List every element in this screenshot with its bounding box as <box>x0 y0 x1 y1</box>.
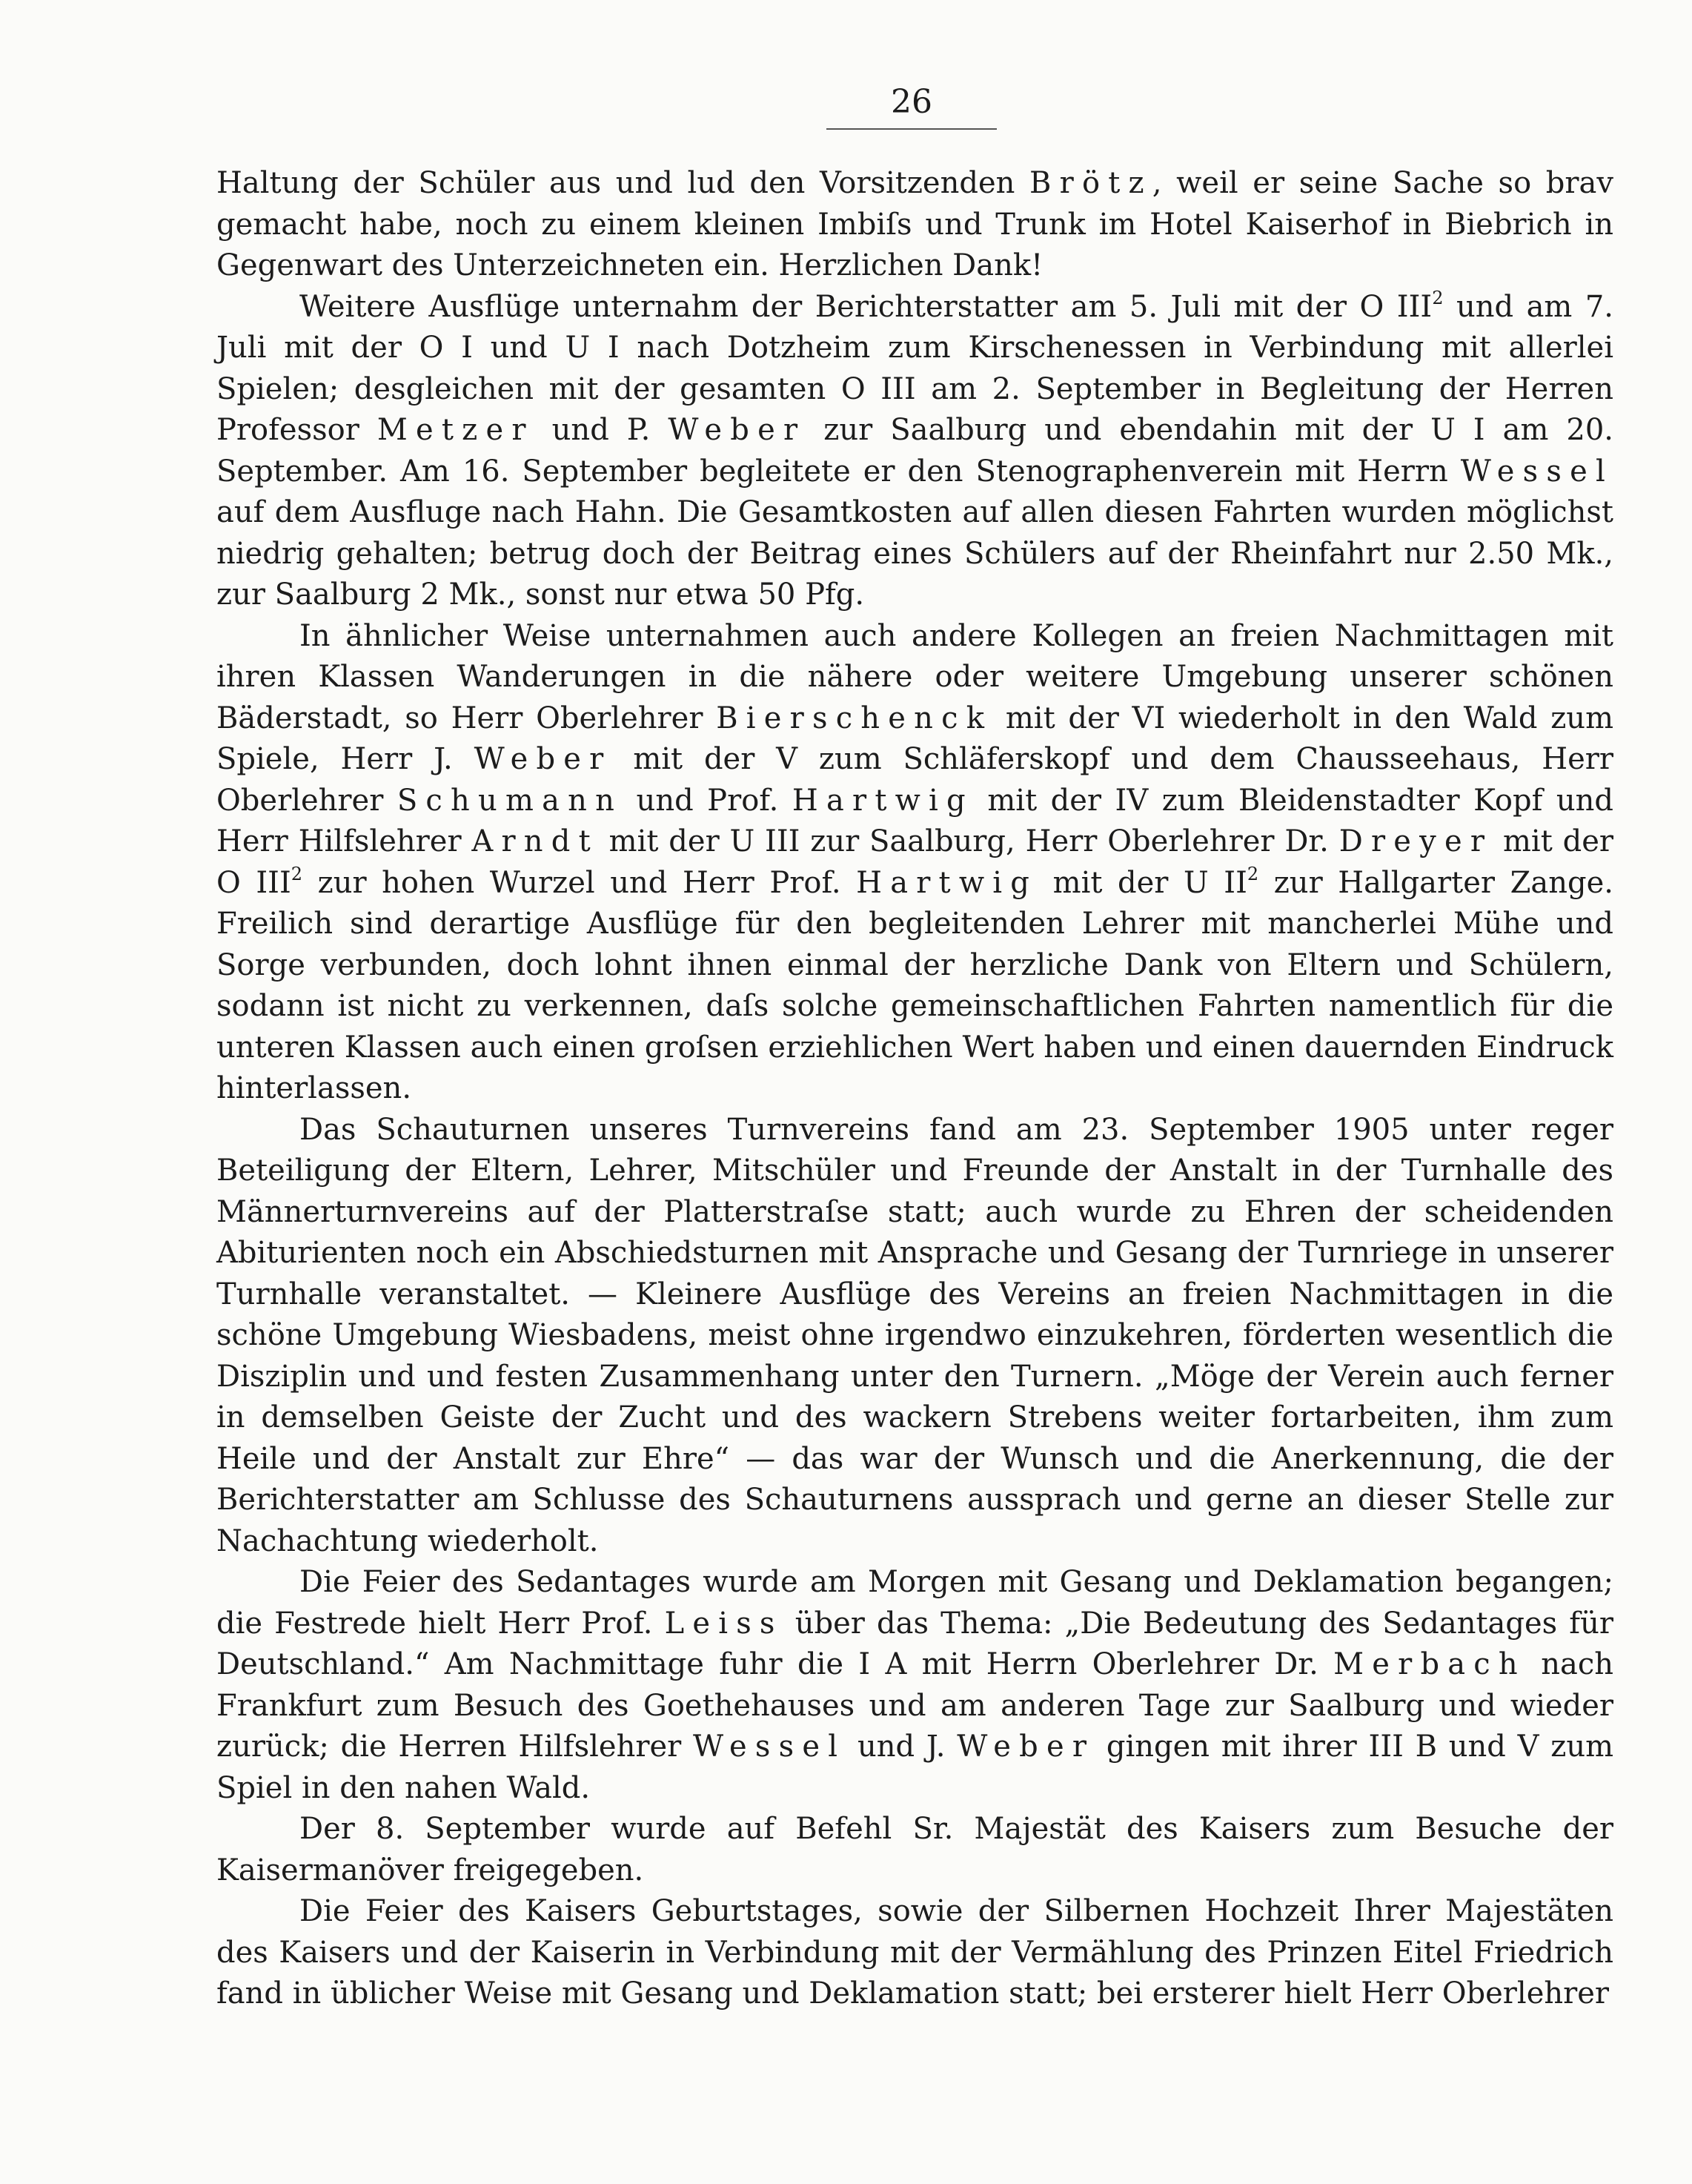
paragraph <box>216 287 1613 616</box>
text-run: und Prof. <box>623 783 792 818</box>
spaced-name: Brötz <box>1029 166 1152 200</box>
spaced-name: Bierschenck <box>716 701 993 735</box>
text-run: mit der V zum Schläferskopf und dem Chausseehaus, Herr Oberlehrer <box>216 742 1613 818</box>
text-run: zur Saalburg und ebendahin mit der U I am 20. September. Am 16. September begleitete er den Stenographenverein mit Herrn <box>216 413 1614 489</box>
text-run: mit der U III zur Saalburg, Herr Oberlehrer Dr. <box>598 824 1339 858</box>
paragraph <box>216 163 1613 287</box>
text-run: über das Thema: „Die Bedeutung des Sedantages für Deutschland.“ Am Nachmittage fuhr die I A mit Herrn Oberlehrer Dr. <box>216 1606 1613 1681</box>
spaced-name: Merbach <box>1333 1647 1526 1681</box>
spaced-name: Hartwig <box>792 783 974 818</box>
text-run: gingen mit ihrer III B und V zum Spiel in den nahen Wald. <box>216 1730 1614 1805</box>
text-run: Weitere Ausflüge unternahm der Berichterstatter am 5. Juli mit der O III <box>299 289 1433 324</box>
superscript: 2 <box>291 863 303 884</box>
spaced-name: Weber <box>474 742 612 776</box>
text-run: und J. <box>846 1730 958 1764</box>
spaced-name: Schumann <box>397 783 623 818</box>
text-run: mit der VI wiederholt in den Wald zum Spiele, Herr J. <box>216 701 1613 776</box>
paragraph <box>216 616 1613 1110</box>
spaced-name: Weber <box>957 1730 1095 1764</box>
spaced-name: Arndt <box>471 824 599 858</box>
superscript: 2 <box>1432 287 1444 308</box>
text-run: und am 7. Juli mit der O I und U I nach Dotzheim zum Kirschenessen in Verbindung mit allerlei Spielen; desgleichen mit der gesamten O III am 2. September in Begleitung der Herren Professor <box>216 289 1614 447</box>
text-run: auf dem Ausfluge nach Hahn. Die Gesamtkosten auf allen diesen Fahrten wurden möglichst niedrig gehalten; betrug doch der Beitrag eines Schülers auf der Rheinfahrt nur 2.50 Mk., zur Saalburg 2 Mk., sonst nur etwa 50 Pfg. <box>216 495 1613 612</box>
page-number: 26 <box>891 83 932 121</box>
spaced-name: Dreyer <box>1338 824 1493 858</box>
text-run: mit der U II <box>1038 865 1247 900</box>
text-run: Haltung der Schüler aus und lud den Vorsitzenden <box>216 166 1030 200</box>
spaced-name: Weber <box>668 413 806 447</box>
spaced-name: Leiss <box>664 1606 783 1641</box>
paragraph <box>216 1110 1613 1563</box>
text-run: nach Frankfurt zum Besuch des Goethehauses und am anderen Tage zur Saalburg und wieder zurück; die Herren Hilfslehrer <box>216 1647 1613 1764</box>
spaced-name: Hartwig <box>856 865 1038 900</box>
paragraph <box>216 1809 1613 1891</box>
text-run: Die Feier des Sedantages wurde am Morgen mit Gesang und Deklamation begangen; die Festrede hielt Herr Prof. <box>216 1565 1613 1641</box>
superscript: 2 <box>1247 863 1259 884</box>
text-run: Das Schauturnen unseres Turnvereins fand am 23. September 1905 unter reger Beteiligung der Eltern, Lehrer, Mitschüler und Freunde der Anstalt in der Turnhalle des Männerturnvereins auf der Platterstraſse statt; auch wurde zu Ehren der scheidenden Abiturienten noch ein Abschiedsturnen mit Ansprache und Gesang der Turnriege in unserer Turnhalle veranstaltet. — Kleinere Ausflüge des Vereins an freien Nachmittagen in die schöne Umgebung Wiesbadens, meist ohne irgendwo einzukehren, förderten wesentlich die Disziplin und und festen Zusammenhang unter den Turnern. „Möge der Verein auch ferner in demselben Geiste der Zucht und des wackern Strebens weiter fortarbeiten, ihm zum Heile und der Anstalt zur Ehre“ — das war der Wunsch und die Anerkennung, die der Berichterstatter am Schlusse des Schauturnens aussprach und gerne an dieser Stelle zur Nachachtung wiederholt. <box>216 1112 1613 1558</box>
text-run: mit der O III <box>216 824 1613 900</box>
text-run: und P. <box>534 413 668 447</box>
text-run: zur Hallgarter Zange. Freilich sind derartige Ausflüge für den begleitenden Lehrer mit mancherlei Mühe und Sorge verbunden, doch lohnt ihnen einmal der herzliche Dank von Eltern und Schülern, sodann ist nicht zu verkennen, daſs solche gemeinschaftlichen Fahrten namentlich für die unteren Klassen auch einen groſsen erziehlichen Wert haben und einen dauernden Eindruck hinterlassen. <box>216 865 1613 1105</box>
text-run: , weil er seine Sache so brav gemacht habe, noch zu einem kleinen Imbiſs und Trunk im Hotel Kaiserhof in Biebrich in Gegenwart des Unterzeichneten ein. Herzlichen Dank! <box>216 166 1613 282</box>
text-run: mit der IV zum Bleidenstadter Kopf und Herr Hilfslehrer <box>216 783 1614 858</box>
text-run: Die Feier des Kaisers Geburtstages, sowie der Silbernen Hochzeit Ihrer Majestäten des Kaisers und der Kaiserin in Verbindung mit der Vermählung des Prinzen Eitel Friedrich fand in üblicher Weise mit Gesang und Deklamation statt; bei ersterer hielt Herr Oberlehrer <box>216 1894 1613 2011</box>
text-run: In ähnlicher Weise unternahmen auch andere Kollegen an freien Nachmittagen mit ihren Klassen Wanderungen in die nähere oder weitere Umgebung unserer schönen Bäderstadt, so Herr Oberlehrer <box>216 618 1613 735</box>
header-rule <box>826 128 997 130</box>
spaced-name: Wessel <box>1460 454 1613 489</box>
text-run: Der 8. September wurde auf Befehl Sr. Majestät des Kaisers zum Besuche der Kaisermanöver freigegeben. <box>216 1812 1613 1887</box>
text-run: zur hohen Wurzel und Herr Prof. <box>302 865 857 900</box>
spaced-name: Metzer <box>376 413 534 447</box>
body-text <box>216 163 1613 2015</box>
spaced-name: Wessel <box>693 1730 846 1764</box>
paragraph <box>216 1562 1613 1809</box>
paragraph <box>216 1891 1613 2015</box>
